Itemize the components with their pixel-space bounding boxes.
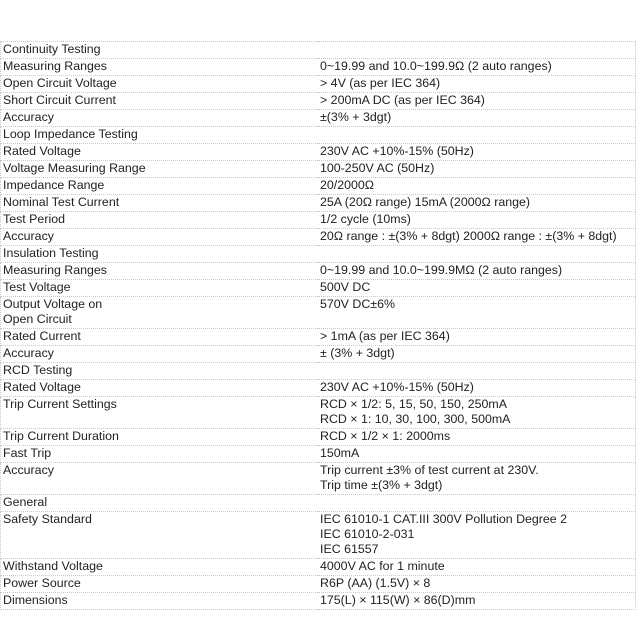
- spec-value-line: R6P (AA) (1.5V) × 8: [320, 576, 431, 590]
- spec-value: [318, 195, 636, 212]
- spec-value: [318, 263, 636, 280]
- section-header-row: [1, 42, 636, 59]
- spec-value: [318, 559, 636, 576]
- spec-label: [1, 297, 319, 329]
- spec-value: [318, 329, 636, 346]
- spec-value: [318, 59, 636, 76]
- spec-label: Accuracy: [1, 346, 319, 363]
- spec-value: [318, 280, 636, 297]
- spec-row: [1, 297, 636, 329]
- spec-row: [1, 263, 636, 280]
- spec-value: [318, 512, 636, 559]
- spec-row: [1, 161, 636, 178]
- spec-value-line: 0~19.99 and 10.0~199.9Ω (2 auto ranges): [320, 59, 552, 73]
- spec-value-line: > 1mA (as per IEC 364): [320, 329, 450, 343]
- spec-value-line: 4000V AC for 1 minute: [320, 559, 445, 573]
- spec-label: Rated Current: [1, 329, 319, 346]
- spec-label: Accuracy: [1, 463, 319, 495]
- spec-row: [1, 346, 636, 363]
- spec-value-line: 230V AC +10%-15% (50Hz): [320, 380, 474, 394]
- spec-value: [318, 110, 636, 127]
- spec-value-line: ± (3% + 3dgt): [320, 346, 395, 360]
- spec-label: Measuring Ranges: [1, 263, 319, 280]
- spec-label-line: Open Circuit: [3, 312, 72, 326]
- spec-label: Fast Trip: [1, 446, 319, 463]
- spec-value: [318, 178, 636, 195]
- section-header-row: [1, 246, 636, 263]
- spec-value: [318, 212, 636, 229]
- spec-label: Safety Standard: [1, 512, 319, 559]
- spec-row: [1, 329, 636, 346]
- spec-value-line: 150mA: [320, 446, 360, 460]
- spec-label: Accuracy: [1, 229, 319, 246]
- spec-label: Voltage Measuring Range: [1, 161, 319, 178]
- spec-value: [318, 229, 636, 246]
- spec-value: [318, 446, 636, 463]
- spec-row: [1, 380, 636, 397]
- spec-value-line: 175(L) × 115(W) × 86(D)mm: [320, 593, 476, 607]
- spec-value: [318, 346, 636, 363]
- spec-label: Measuring Ranges: [1, 59, 319, 76]
- spec-value: [318, 429, 636, 446]
- spec-row: [1, 93, 636, 110]
- section-header-row: [1, 363, 636, 380]
- spec-value-line: 20/2000Ω: [320, 178, 375, 192]
- section-title: Loop Impedance Testing: [1, 127, 636, 144]
- spec-value: [318, 297, 636, 329]
- spec-value-line: 570V DC±6%: [320, 297, 395, 311]
- spec-row: [1, 397, 636, 429]
- spec-value-line: 100-250V AC (50Hz): [320, 161, 435, 175]
- spec-row: [1, 178, 636, 195]
- spec-row: [1, 446, 636, 463]
- spec-value: [318, 576, 636, 593]
- section-header-row: [1, 495, 636, 512]
- spec-value-line: Trip current ±3% of test current at 230V.: [320, 463, 539, 477]
- spec-row: [1, 59, 636, 76]
- spec-value-line: RCD × 1/2: 5, 15, 50, 150, 250mA: [320, 397, 508, 411]
- spec-value-line: RCD × 1/2 × 1: 2000ms: [320, 429, 451, 443]
- specification-table-body: [1, 42, 636, 610]
- section-title: RCD Testing: [1, 363, 636, 380]
- spec-value-line: > 4V (as per IEC 364): [320, 76, 441, 90]
- spec-value-line: RCD × 1: 10, 30, 100, 300, 500mA: [320, 412, 511, 426]
- section-title: Continuity Testing: [1, 42, 636, 59]
- spec-value-line: 1/2 cycle (10ms): [320, 212, 411, 226]
- spec-row: [1, 463, 636, 495]
- spec-row: [1, 195, 636, 212]
- spec-label: Withstand Voltage: [1, 559, 319, 576]
- spec-label-line: Output Voltage on: [3, 297, 103, 311]
- spec-value: [318, 380, 636, 397]
- spec-label: Short Circuit Current: [1, 93, 319, 110]
- spec-value: [318, 463, 636, 495]
- section-title: General: [1, 495, 636, 512]
- spec-value-line: 500V DC: [320, 280, 371, 294]
- spec-label: Open Circuit Voltage: [1, 76, 319, 93]
- spec-value-line: IEC 61557: [320, 542, 379, 556]
- spec-row: [1, 212, 636, 229]
- spec-row: [1, 576, 636, 593]
- spec-value: [318, 76, 636, 93]
- spec-value-line: 230V AC +10%-15% (50Hz): [320, 144, 474, 158]
- spec-row: [1, 559, 636, 576]
- spec-value-line: IEC 61010-1 CAT.III 300V Pollution Degree 2: [320, 512, 568, 526]
- spec-value-line: 20Ω range : ±(3% + 8dgt) 2000Ω range : ±(3% + 8dgt): [320, 229, 617, 243]
- spec-value: [318, 93, 636, 110]
- spec-value-line: > 200mA DC (as per IEC 364): [320, 93, 485, 107]
- spec-row: [1, 593, 636, 610]
- spec-label: Trip Current Settings: [1, 397, 319, 429]
- spec-row: [1, 144, 636, 161]
- section-title: Insulation Testing: [1, 246, 636, 263]
- spec-value-line: Trip time ±(3% + 3dgt): [320, 478, 443, 492]
- spec-value: [318, 593, 636, 610]
- spec-label: Power Source: [1, 576, 319, 593]
- spec-row: [1, 229, 636, 246]
- spec-label: Test Period: [1, 212, 319, 229]
- spec-label: Dimensions: [1, 593, 319, 610]
- spec-row: [1, 429, 636, 446]
- spec-value-line: IEC 61010-2-031: [320, 527, 415, 541]
- spec-value: [318, 161, 636, 178]
- spec-row: [1, 76, 636, 93]
- spec-label: Nominal Test Current: [1, 195, 319, 212]
- spec-label: Test Voltage: [1, 280, 319, 297]
- spec-label: Rated Voltage: [1, 144, 319, 161]
- spec-value-line: 0~19.99 and 10.0~199.9MΩ (2 auto ranges): [320, 263, 563, 277]
- spec-row: [1, 110, 636, 127]
- spec-label: Trip Current Duration: [1, 429, 319, 446]
- spec-row: [1, 280, 636, 297]
- spec-row: [1, 512, 636, 559]
- spec-value: [318, 144, 636, 161]
- section-header-row: [1, 127, 636, 144]
- spec-label: Rated Voltage: [1, 380, 319, 397]
- spec-label: Impedance Range: [1, 178, 319, 195]
- spec-value-line: ±(3% + 3dgt): [320, 110, 392, 124]
- spec-label: Accuracy: [1, 110, 319, 127]
- spec-value-line: 25A (20Ω range) 15mA (2000Ω range): [320, 195, 531, 209]
- specification-table: [0, 41, 636, 610]
- spec-value: [318, 397, 636, 429]
